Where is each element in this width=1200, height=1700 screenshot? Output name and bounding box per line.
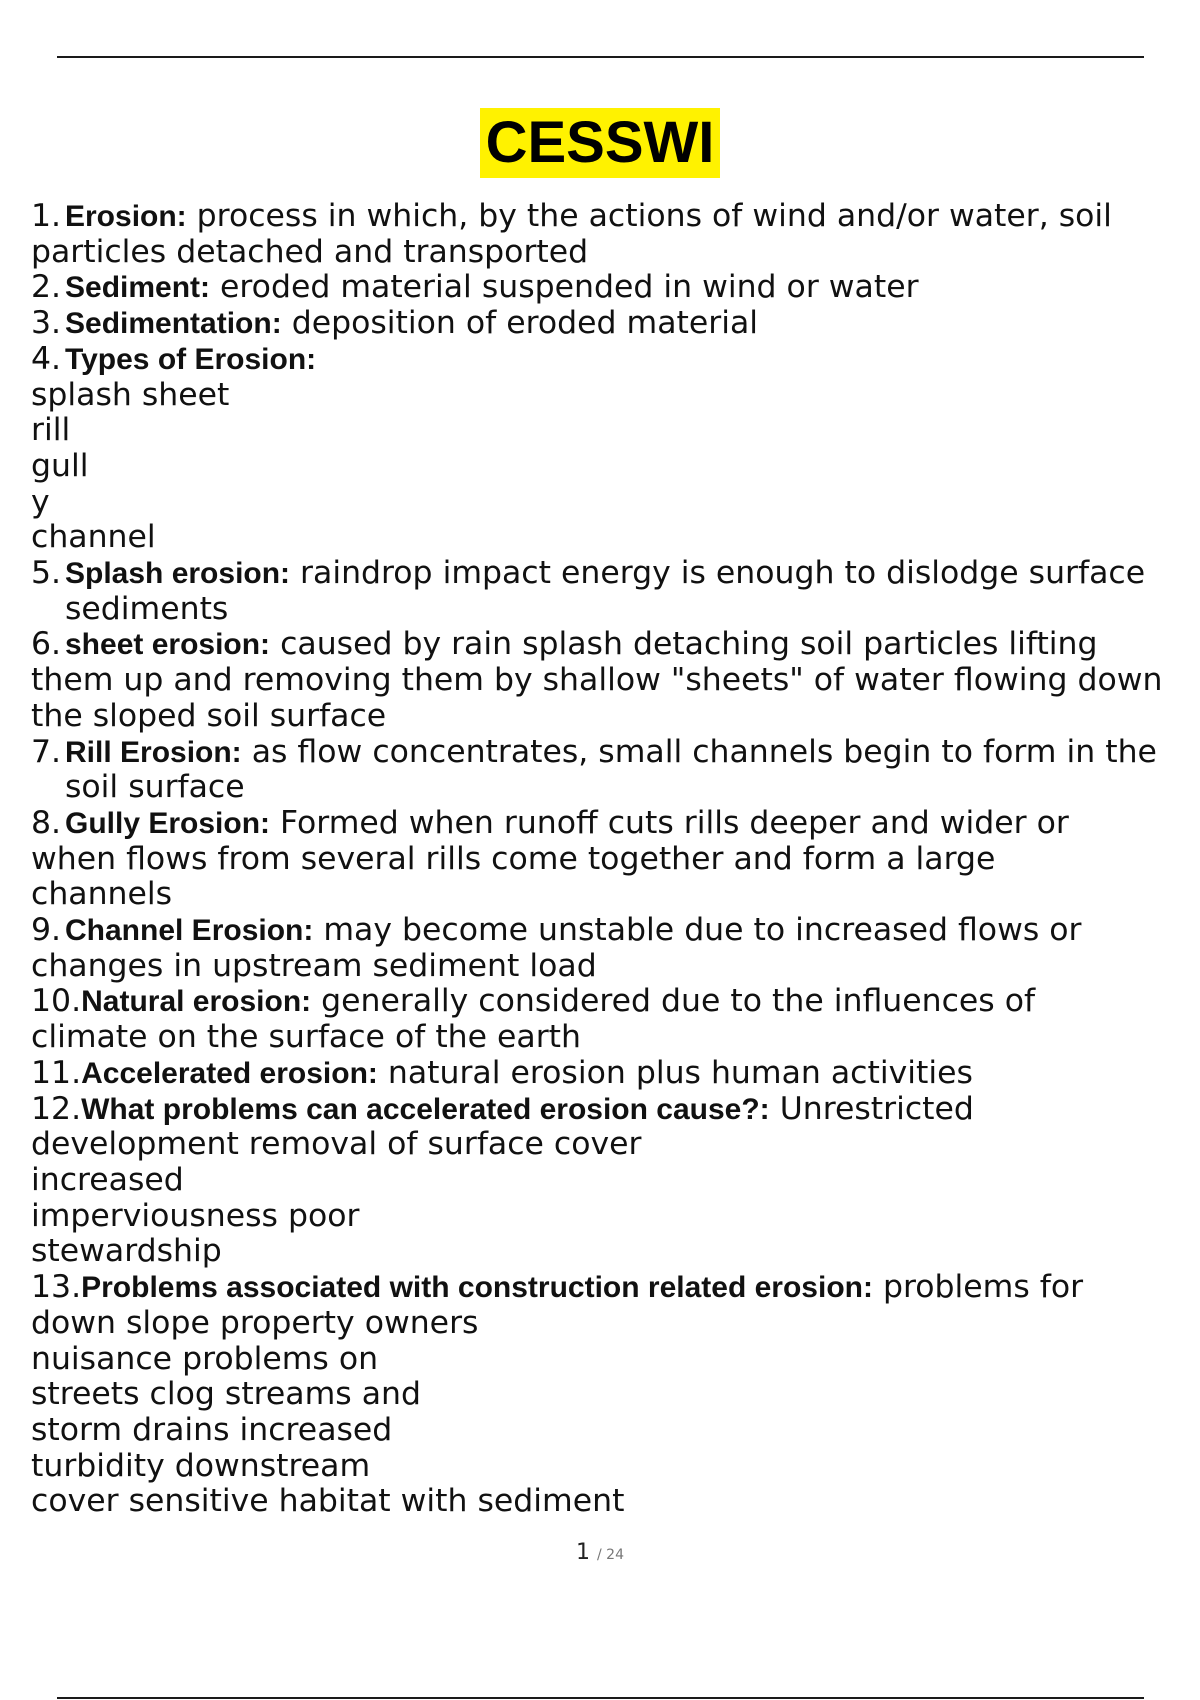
item-continuation: cover sensitive habitat with sediment bbox=[31, 1483, 625, 1520]
item-text: caused by rain splash detaching soil particles lifting bbox=[270, 626, 1098, 663]
item-text: Unrestricted bbox=[769, 1090, 974, 1127]
list-item bbox=[31, 199, 1196, 235]
item-continuation: the sloped soil surface bbox=[31, 697, 387, 734]
item-number: 5. bbox=[31, 555, 62, 592]
item-number: 8. bbox=[31, 804, 62, 841]
list-item bbox=[31, 270, 1196, 306]
item-continuation: stewardship bbox=[31, 1233, 222, 1270]
item-term: Sediment: bbox=[65, 271, 211, 305]
list-item bbox=[31, 913, 1196, 949]
item-continuation: channels bbox=[31, 876, 173, 913]
title-container bbox=[0, 108, 1200, 178]
item-number: 2. bbox=[31, 269, 62, 306]
item-term: Accelerated erosion: bbox=[81, 1056, 378, 1090]
list-item bbox=[31, 1092, 1196, 1128]
item-number: 10. bbox=[31, 983, 82, 1020]
item-number: 7. bbox=[31, 733, 62, 770]
item-text: eroded material suspended in wind or water bbox=[210, 269, 919, 306]
item-continuation: turbidity downstream bbox=[31, 1447, 371, 1484]
item-continuation: gull bbox=[31, 447, 89, 484]
item-continuation: splash sheet bbox=[31, 376, 230, 413]
item-text: may become unstable due to increased flows or bbox=[313, 912, 1082, 949]
item-term: Problems associated with construction related erosion: bbox=[81, 1271, 873, 1305]
page-title: CESSWI bbox=[480, 108, 721, 178]
list-item bbox=[31, 1270, 1196, 1306]
item-continuation: changes in upstream sediment load bbox=[31, 947, 597, 984]
item-term: Gully Erosion: bbox=[65, 806, 271, 840]
item-number: 11. bbox=[31, 1054, 82, 1091]
item-text: as flow concentrates, small channels begin to form in the bbox=[241, 733, 1157, 770]
item-number: 4. bbox=[31, 340, 62, 377]
item-continuation: imperviousness poor bbox=[31, 1197, 360, 1234]
item-term: Channel Erosion: bbox=[65, 914, 314, 948]
list-item bbox=[31, 806, 1196, 842]
top-rule bbox=[57, 56, 1144, 58]
item-continuation: particles detached and transported bbox=[31, 233, 589, 270]
item-text: generally considered due to the influences of bbox=[311, 983, 1036, 1020]
item-term: Splash erosion: bbox=[65, 557, 291, 591]
item-term: Types of Erosion: bbox=[65, 342, 317, 376]
item-text: process in which, by the actions of wind and/or water, soil bbox=[186, 198, 1112, 234]
item-continuation: development removal of surface cover bbox=[31, 1126, 642, 1163]
item-continuation: climate on the surface of the earth bbox=[31, 1019, 581, 1056]
item-text: raindrop impact energy is enough to dislodge surface bbox=[290, 555, 1146, 592]
item-continuation: sediments bbox=[65, 590, 229, 627]
list-item bbox=[31, 1056, 1196, 1092]
item-continuation: rill bbox=[31, 412, 71, 449]
list-item bbox=[31, 627, 1196, 663]
list-item bbox=[31, 556, 1196, 592]
item-term: Rill Erosion: bbox=[65, 735, 242, 769]
page-total: / 24 bbox=[597, 1547, 624, 1563]
item-number: 6. bbox=[31, 626, 62, 663]
item-number: 1. bbox=[31, 198, 62, 234]
item-number: 13. bbox=[31, 1269, 82, 1306]
item-text: problems for bbox=[872, 1269, 1084, 1306]
item-term: sheet erosion: bbox=[65, 628, 271, 662]
item-number: 9. bbox=[31, 912, 62, 949]
item-continuation: when flows from several rills come together and form a large bbox=[31, 840, 996, 877]
item-text: deposition of eroded material bbox=[281, 305, 759, 342]
item-term: Natural erosion: bbox=[81, 985, 312, 1019]
bottom-rule bbox=[57, 1697, 1144, 1699]
item-continuation: streets clog streams and bbox=[31, 1376, 421, 1413]
list-item bbox=[31, 984, 1196, 1020]
item-continuation: increased bbox=[31, 1161, 184, 1198]
item-continuation: storm drains increased bbox=[31, 1411, 393, 1448]
definitions-list bbox=[31, 199, 1196, 1520]
item-number: 3. bbox=[31, 305, 62, 342]
item-continuation: soil surface bbox=[65, 769, 245, 806]
item-number: 12. bbox=[31, 1090, 82, 1127]
page-current: 1 bbox=[576, 1540, 590, 1565]
item-continuation: y bbox=[31, 483, 50, 520]
item-continuation: channel bbox=[31, 519, 156, 556]
list-item bbox=[31, 306, 1196, 342]
item-term: Sedimentation: bbox=[65, 307, 282, 341]
item-term: What problems can accelerated erosion cause?: bbox=[81, 1092, 770, 1126]
list-item bbox=[31, 342, 1196, 378]
item-continuation: them up and removing them by shallow "sheets" of water flowing down bbox=[31, 662, 1163, 699]
page-indicator bbox=[0, 1540, 1200, 1565]
item-term: Erosion: bbox=[65, 200, 187, 233]
item-text: natural erosion plus human activities bbox=[377, 1054, 973, 1091]
item-continuation: down slope property owners bbox=[31, 1304, 479, 1341]
item-continuation: nuisance problems on bbox=[31, 1340, 379, 1377]
list-item bbox=[31, 735, 1196, 771]
item-text: Formed when runoff cuts rills deeper and wider or bbox=[270, 804, 1069, 841]
